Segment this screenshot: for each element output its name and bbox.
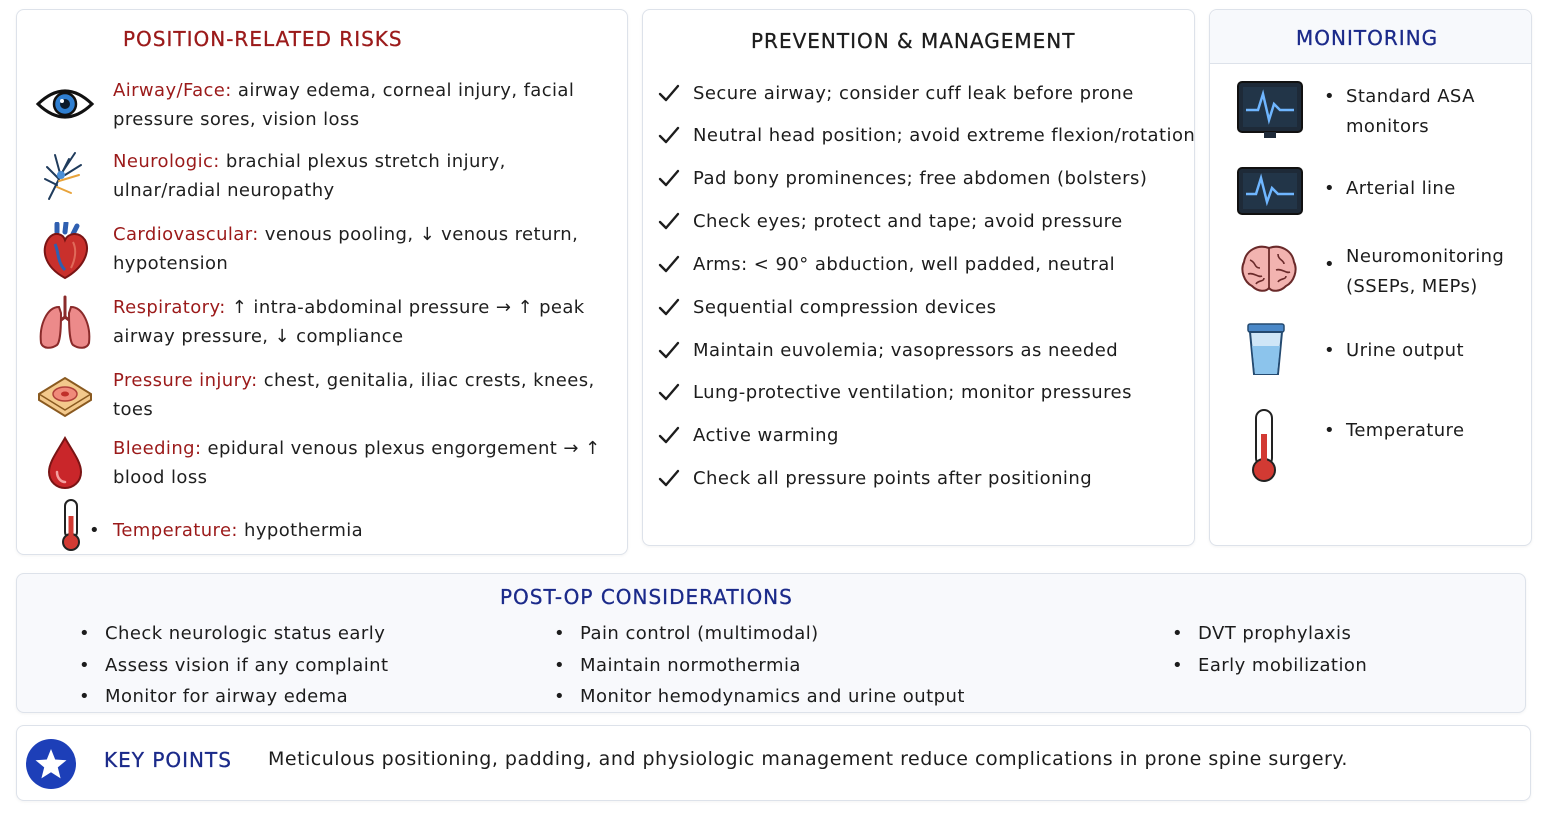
monitoring-label: Temperature xyxy=(1346,420,1465,441)
checkmark-icon xyxy=(657,423,681,447)
prevention-text: Arms: < 90° abduction, well padded, neutral xyxy=(693,254,1116,275)
postop-column xyxy=(554,618,965,713)
monitor-icon xyxy=(1236,80,1304,142)
prevention-text: Pad bony prominences; free abdomen (bolsters) xyxy=(693,168,1148,189)
risk-item-cardiovascular xyxy=(17,220,629,282)
monitoring-label: Urine output xyxy=(1346,340,1464,361)
prevention-panel xyxy=(642,9,1195,546)
prevention-text: Neutral head position; avoid extreme flexion/rotation xyxy=(693,125,1196,146)
risk-text-cardiovascular: venous pooling, ↓ venous return, hypotension xyxy=(113,224,579,274)
key-points-panel xyxy=(16,725,1531,801)
checkmark-icon xyxy=(657,166,681,190)
star-icon xyxy=(25,738,77,790)
risk-text-neurologic: brachial plexus stretch injury, ulnar/radial neuropathy xyxy=(113,151,506,201)
risk-text-respiratory: ↑ intra-abdominal pressure → ↑ peak airway pressure, ↓ compliance xyxy=(113,297,585,347)
checkmark-icon xyxy=(657,466,681,490)
thermometer-icon xyxy=(1244,408,1284,484)
brain-icon xyxy=(1238,242,1300,296)
eye-icon xyxy=(35,80,95,128)
prevention-item xyxy=(657,80,1197,110)
postop-panel xyxy=(16,573,1526,713)
prevention-item xyxy=(657,251,1197,281)
risks-panel xyxy=(16,9,628,555)
urine-cup-icon xyxy=(1242,322,1290,378)
key-points-label: KEY POINTS xyxy=(104,748,232,772)
risk-term-temperature: Temperature: xyxy=(113,520,238,541)
risks-title: POSITION-RELATED RISKS xyxy=(123,27,403,51)
monitoring-label: Neuromonitoring (SSEPs, MEPs) xyxy=(1346,246,1505,297)
risk-item-airway xyxy=(17,76,629,136)
prevention-item xyxy=(657,422,1197,452)
checkmark-icon xyxy=(657,295,681,319)
prevention-text: Active warming xyxy=(693,425,839,446)
prevention-text: Check eyes; protect and tape; avoid pressure xyxy=(693,211,1123,232)
monitoring-header xyxy=(1210,10,1531,64)
risk-text-pressure: chest, genitalia, iliac crests, knees, toes xyxy=(113,370,595,420)
postop-item: • Monitor hemodynamics and urine output xyxy=(554,681,965,713)
risk-item-pressure xyxy=(17,366,629,426)
checkmark-icon xyxy=(657,209,681,233)
risk-term-bleeding: Bleeding: xyxy=(113,438,202,459)
prevention-title: PREVENTION & MANAGEMENT xyxy=(751,29,1076,53)
risk-term-cardiovascular: Cardiovascular: xyxy=(113,224,259,245)
monitoring-title: MONITORING xyxy=(1296,26,1439,50)
postop-column xyxy=(1172,618,1367,681)
postop-column xyxy=(79,618,389,713)
prevention-item xyxy=(657,208,1197,238)
risk-term-pressure: Pressure injury: xyxy=(113,370,258,391)
prevention-item xyxy=(657,337,1197,367)
monitoring-label: Standard ASA monitors xyxy=(1346,86,1475,137)
prevention-item xyxy=(657,122,1197,152)
prevention-text: Sequential compression devices xyxy=(693,297,997,318)
prevention-text: Secure airway; consider cuff leak before prone xyxy=(693,83,1134,104)
prevention-text: Lung-protective ventilation; monitor pressures xyxy=(693,382,1132,403)
checkmark-icon xyxy=(657,380,681,404)
postop-item: • DVT prophylaxis xyxy=(1172,618,1367,650)
risk-term-airway: Airway/Face: xyxy=(113,80,232,101)
risk-text-bleeding: epidural venous plexus engorgement → ↑ blood loss xyxy=(113,438,601,488)
key-points-text: Meticulous positioning, padding, and physiologic management reduce complications in prone spine surgery. xyxy=(268,748,1348,770)
prevention-item xyxy=(657,165,1197,195)
lungs-icon xyxy=(35,293,95,353)
nerve-icon xyxy=(35,149,95,203)
heart-icon xyxy=(35,222,95,282)
blood-drop-icon xyxy=(35,434,95,490)
postop-item: • Check neurologic status early xyxy=(79,618,389,650)
risk-bullet-temperature: • xyxy=(89,520,100,541)
risk-item-bleeding xyxy=(17,434,629,494)
checkmark-icon xyxy=(657,123,681,147)
monitoring-label: Arterial line xyxy=(1346,178,1456,199)
postop-item: • Pain control (multimodal) xyxy=(554,618,965,650)
checkmark-icon xyxy=(657,81,681,105)
postop-item: • Assess vision if any complaint xyxy=(79,650,389,682)
risk-text-airway: airway edema, corneal injury, facial pressure sores, vision loss xyxy=(113,80,575,130)
postop-item: • Early mobilization xyxy=(1172,650,1367,682)
risk-term-respiratory: Respiratory: xyxy=(113,297,226,318)
prevention-text: Maintain euvolemia; vasopressors as needed xyxy=(693,340,1119,361)
checkmark-icon xyxy=(657,338,681,362)
risk-item-respiratory xyxy=(17,293,629,355)
prevention-item xyxy=(657,465,1197,495)
prevention-text: Check all pressure points after positioning xyxy=(693,468,1093,489)
postop-item: • Monitor for airway edema xyxy=(79,681,389,713)
prevention-item xyxy=(657,379,1197,409)
monitoring-panel: MONITORING • Standard ASA monitors • Arterial line • Neuromonitoring (SSEPs, MEPs) • Urine output • Temperature xyxy=(1209,9,1532,546)
checkmark-icon xyxy=(657,252,681,276)
risk-item-neurologic xyxy=(17,147,629,207)
postop-item: • Maintain normothermia xyxy=(554,650,965,682)
prevention-item xyxy=(657,294,1197,324)
risk-item-temperature xyxy=(17,498,629,554)
postop-title: POST-OP CONSIDERATIONS xyxy=(500,585,793,609)
arterial-line-monitor-icon xyxy=(1236,166,1304,216)
risk-term-neurologic: Neurologic: xyxy=(113,151,220,172)
pressure-pad-icon xyxy=(35,372,95,418)
risk-text-temperature: hypothermia xyxy=(237,520,364,541)
